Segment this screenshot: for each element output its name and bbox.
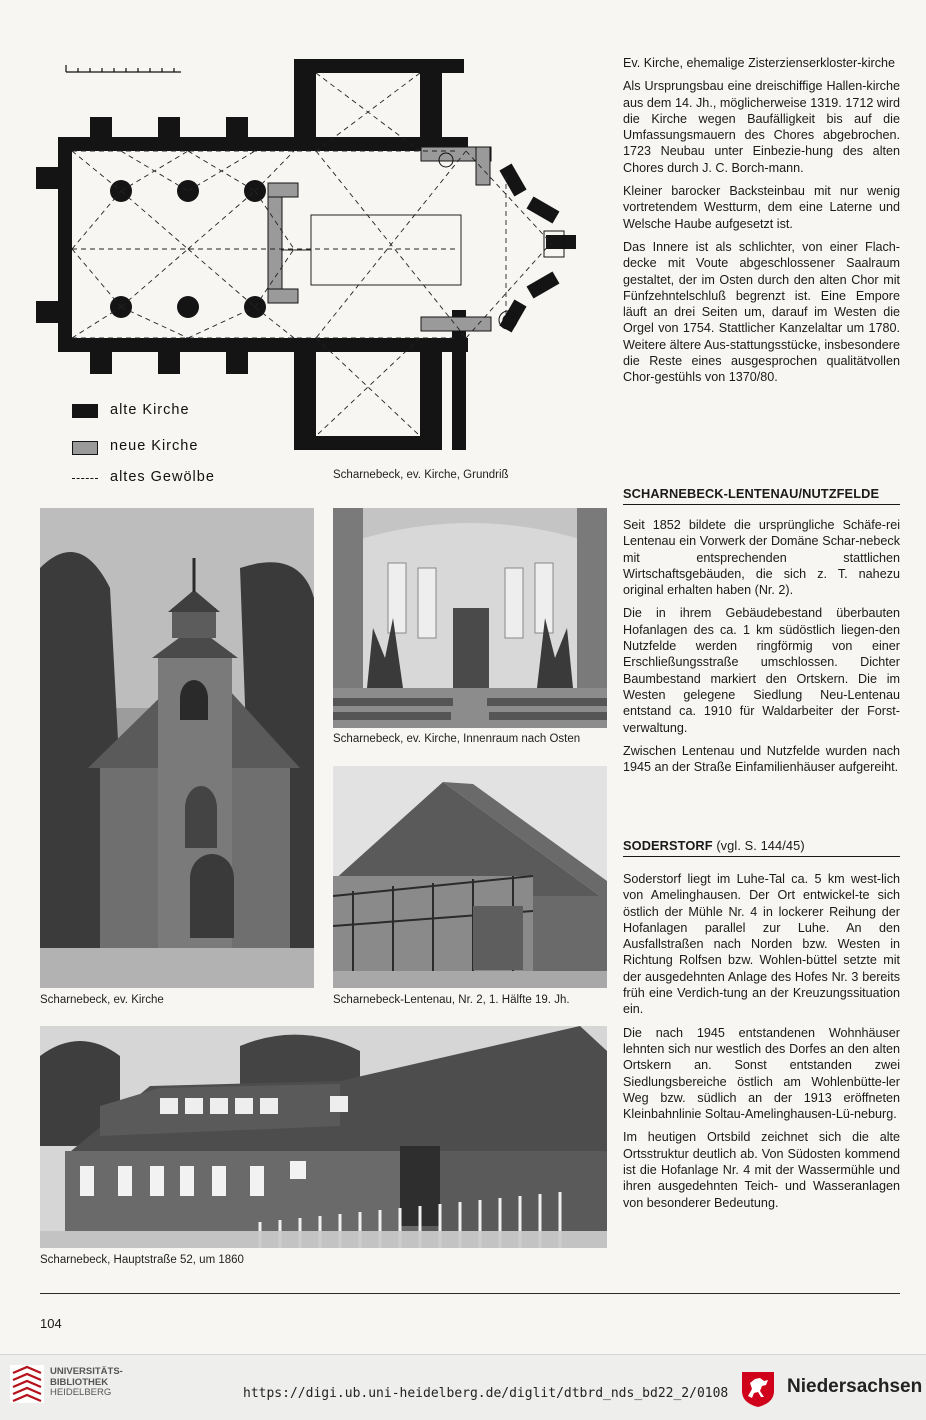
page-number: 104 — [40, 1316, 62, 1331]
heading-soderstorf-title: SODERSTORF — [623, 838, 713, 853]
ub-line-1: UNIVERSITÄTS- — [50, 1366, 123, 1377]
ub-heidelberg-wordmark[interactable] — [50, 1367, 123, 1399]
church-exterior-caption: Scharnebeck, ev. Kirche — [40, 994, 164, 1006]
heading-soderstorf-note: (vgl. S. 144/45) — [716, 838, 805, 853]
heading-lentenau — [623, 486, 900, 505]
ub-line-2: BIBLIOTHEK — [50, 1376, 109, 1388]
lentenau-p3: Zwischen Lentenau und Nutzfelde wurden nach 1945 an der Straße Einfamilienhäuser aufgereiht. — [623, 743, 900, 775]
permalink-url[interactable]: https://digi.ub.uni-heidelberg.de/diglit/dtbrd_nds_bd22_2/0108 — [243, 1386, 729, 1401]
soderstorf-p1: Soderstorf liegt im Luhe-Tal ca. 5 km west-lich von Amelinghausen. Der Ort entwickel-te sich östlich der Mühle Nr. 4 in lockerer Reihung der Hofanlagen parallel zur Luhe. An den Ausfallstraßen nach Norden bzw. Westen in Richtung Rolfsen bzw. Wohlen-büttel setzte mit der ausgedehnten Anlage des Hofes Nr. 3 bereits früh eine Verdich-tung an der Kreuzungssituation ein. — [623, 872, 900, 1017]
section-lentenau-text — [623, 517, 900, 782]
heading-lentenau-title: SCHARNEBECK-LENTENAU/NUTZFELDE — [623, 486, 880, 501]
legend-swatch-old — [72, 404, 98, 418]
legend-label-old: alte Kirche — [110, 402, 190, 418]
legend-swatch-vault — [72, 478, 98, 479]
ub-heidelberg-logo-icon[interactable] — [10, 1365, 44, 1403]
legend-item-new — [72, 438, 272, 458]
house-caption: Scharnebeck, Hauptstraße 52, um 1860 — [40, 1254, 244, 1266]
church-building: Kleiner barocker Backsteinbau mit nur wenig vortretendem Westturm, dem eine Laterne und Welsche Haube aufgesetzt ist. — [623, 184, 900, 231]
bottom-rule — [40, 1293, 900, 1294]
niedersachsen-wordmark[interactable]: Niedersachsen — [787, 1376, 923, 1397]
farmhouse-caption: Scharnebeck-Lentenau, Nr. 2, 1. Hälfte 19. Jh. — [333, 994, 570, 1006]
soderstorf-p3: Im heutigen Ortsbild zeichnet sich die alte Ortsstruktur deutlich ab. Von Südosten kommend ist die Hofanlage Nr. 4 mit der Wassermühle und ihren ausgedehnten Teich- und Wasseranlagen von besonderer Bedeutung. — [623, 1130, 900, 1210]
farmhouse-photo — [333, 766, 607, 988]
church-interior-caption: Scharnebeck, ev. Kirche, Innenraum nach Osten — [333, 733, 581, 745]
floor-plan — [36, 55, 596, 455]
ub-line-3: HEIDELBERG — [50, 1387, 112, 1398]
legend-item-vault — [72, 469, 272, 489]
church-exterior-photo — [40, 508, 314, 988]
legend-label-new: neue Kirche — [110, 438, 199, 454]
legend-item-old — [72, 402, 272, 422]
viewer-footer — [0, 1354, 926, 1420]
section-church-text — [623, 55, 900, 393]
plan-legend — [72, 402, 272, 492]
section-soderstorf-text — [623, 871, 900, 1218]
legend-label-vault: altes Gewölbe — [110, 469, 215, 485]
church-history: Als Ursprungsbau eine dreischiffige Hallen-kirche aus dem 14. Jh., möglicherweise 1319. 1712 wird die Kirche wegen Baufälligkeit bis auf die Umfassungsmauern des Chores abgebrochen. 1723 Neubau unter Einbezie-hung des alten Chores durch J. C. Borch-mann. — [623, 79, 900, 175]
church-interior-text: Das Innere ist als schlichter, von einer Flach-decke mit Voute abgeschlossener Saalraum gestaltet, der im Osten durch den alten Chor mit Fünfzehntelschluß begrenzt ist. Eine Empore läuft an drei Seiten um, darauf im Westen die Orgel von 1754. Stattlicher Kanzelaltar um 1780. Weitere ältere Aus-stattungsstücke, insbesondere die Reste eines ausgesprochen qualitätvollen Chor-gestühls von 1370/80. — [623, 239, 900, 385]
lentenau-p1: Seit 1852 bildete die ursprüngliche Schäfe-rei Lentenau ein Vorwerk der Domäne Schar-nebeck mit entsprechenden stattlichen Wirtschaftsgebäuden, die sich z. T. nahezu original erhalten haben (Nr. 2). — [623, 518, 900, 598]
legend-swatch-new — [72, 441, 98, 455]
church-intro: Ev. Kirche, ehemalige Zisterzienserkloster-kirche — [623, 56, 896, 70]
plan-caption: Scharnebeck, ev. Kirche, Grundriß — [333, 469, 509, 481]
house-photo — [40, 1026, 607, 1248]
heading-soderstorf — [623, 838, 900, 857]
niedersachsen-horse-icon[interactable] — [738, 1369, 778, 1409]
lentenau-p2: Die in ihrem Gebäudebestand überbauten Hofanlagen des ca. 1 km südöstlich liegen-den Nutzfelde werden ringförmig von einer Erschließungsstraße umschlossen. Dichter Baumbestand markiert den Ortskern. Die im Westen gelegene Siedlung Neu-Lentenau entstand ca. 1910 für Waldarbeiter der Forst-verwaltung. — [623, 606, 900, 735]
soderstorf-p2: Die nach 1945 entstandenen Wohnhäuser lehnten sich nur westlich des Dorfes an den alten Ortskern an. Sonst entstanden zwei Siedlungsbereiche östlich am Wohlenbütte-ler Weg bzw. südlich an der 1913 eröffneten Kleinbahnlinie Soltau-Amelinghausen-Lü-neburg. — [623, 1025, 900, 1122]
church-interior-photo — [333, 508, 607, 728]
floor-plan-drawing — [36, 55, 596, 455]
